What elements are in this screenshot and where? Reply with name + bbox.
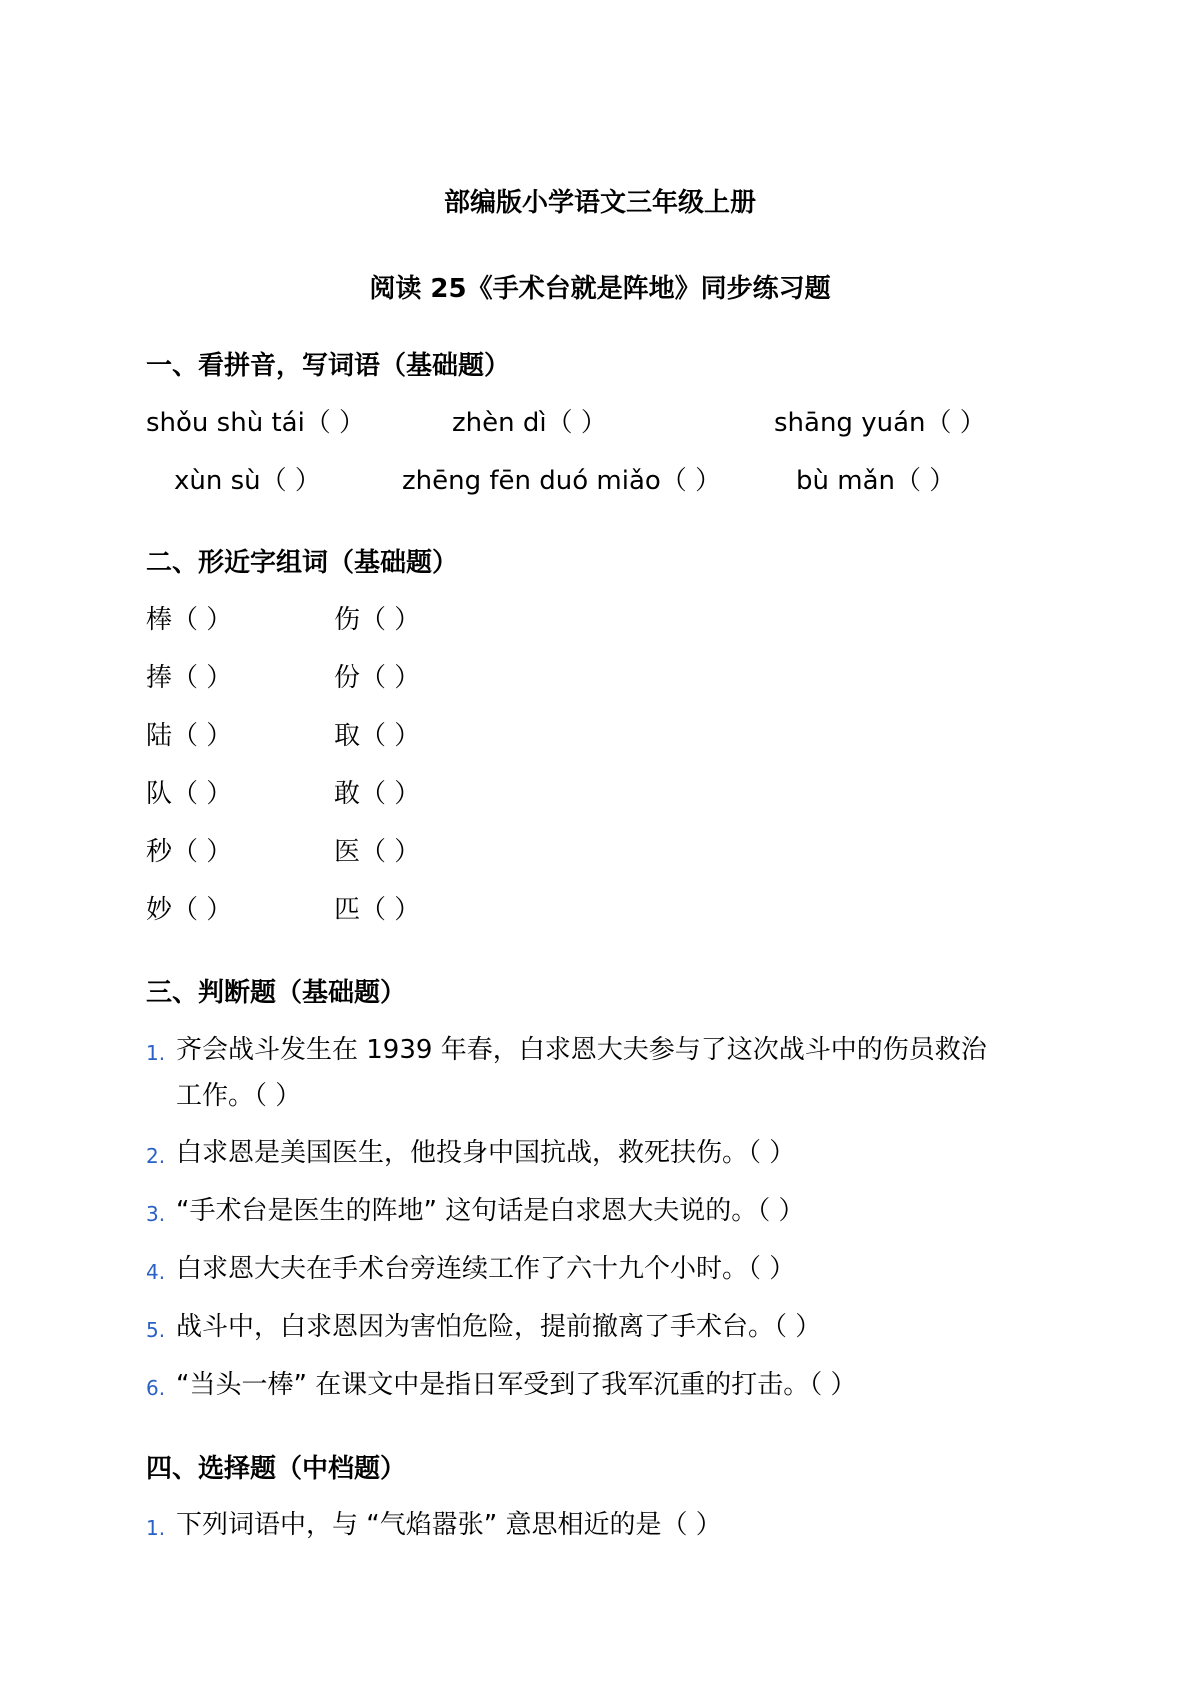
item-number: 6. bbox=[146, 1376, 166, 1400]
character-pair-row bbox=[0, 603, 1200, 643]
character-item: 医（ ） bbox=[334, 837, 421, 867]
pinyin-item: shāng yuán（ ） bbox=[774, 408, 986, 438]
pinyin-item: xùn sù（ ） bbox=[174, 466, 321, 496]
pinyin-item: shǒu shù tái（ ） bbox=[146, 408, 366, 438]
pinyin-item: zhèn dì（ ） bbox=[452, 408, 607, 438]
character-item: 取（ ） bbox=[334, 721, 421, 751]
section-heading-pinyin: 一、看拼音，写词语（基础题） bbox=[146, 351, 511, 381]
character-item: 棒（ ） bbox=[146, 605, 233, 635]
pinyin-item: bù mǎn（ ） bbox=[796, 466, 956, 496]
character-item: 妙（ ） bbox=[146, 895, 233, 925]
character-pair-row bbox=[0, 719, 1200, 759]
character-pair-row bbox=[0, 893, 1200, 933]
pinyin-item: zhēng fēn duó miǎo（ ） bbox=[402, 466, 722, 496]
item-number: 5. bbox=[146, 1318, 166, 1342]
character-pair-row bbox=[0, 661, 1200, 701]
character-item: 敢（ ） bbox=[334, 779, 421, 809]
item-text: 下列词语中，与 “气焰嚣张” 意思相近的是（ ） bbox=[176, 1510, 722, 1540]
document-title: 部编版小学语文三年级上册 bbox=[443, 188, 756, 218]
document-subtitle: 阅读 25《手术台就是阵地》同步练习题 bbox=[369, 274, 831, 304]
item-text-continued: 工作。（ ） bbox=[176, 1081, 302, 1111]
character-pair-row bbox=[0, 835, 1200, 875]
character-item: 队（ ） bbox=[146, 779, 233, 809]
section-heading-true-false: 三、判断题（基础题） bbox=[146, 978, 407, 1008]
item-number: 4. bbox=[146, 1260, 166, 1284]
item-text: 白求恩大夫在手术台旁连续工作了六十九个小时。（ ） bbox=[176, 1254, 796, 1284]
character-item: 陆（ ） bbox=[146, 721, 233, 751]
item-number: 1. bbox=[146, 1041, 166, 1065]
character-item: 匹（ ） bbox=[334, 895, 421, 925]
item-number: 3. bbox=[146, 1202, 166, 1226]
character-item: 伤（ ） bbox=[334, 605, 421, 635]
item-text: 白求恩是美国医生，他投身中国抗战，救死扶伤。（ ） bbox=[176, 1138, 796, 1168]
section-heading-multiple-choice: 四、选择题（中档题） bbox=[146, 1454, 407, 1484]
character-item: 份（ ） bbox=[334, 663, 421, 693]
item-number: 1. bbox=[146, 1516, 166, 1540]
character-pair-row bbox=[0, 777, 1200, 817]
item-text: “手术台是医生的阵地” 这句话是白求恩大夫说的。（ ） bbox=[176, 1196, 805, 1226]
item-text: 战斗中，白求恩因为害怕危险，提前撤离了手术台。（ ） bbox=[176, 1312, 822, 1342]
section-heading-similar-characters: 二、形近字组词（基础题） bbox=[146, 548, 459, 578]
item-text: 齐会战斗发生在 1939 年春，白求恩大夫参与了这次战斗中的伤员救治 bbox=[176, 1035, 987, 1065]
item-number: 2. bbox=[146, 1144, 166, 1168]
item-text: “当头一棒” 在课文中是指日军受到了我军沉重的打击。（ ） bbox=[176, 1370, 857, 1400]
character-item: 捧（ ） bbox=[146, 663, 233, 693]
character-item: 秒（ ） bbox=[146, 837, 233, 867]
